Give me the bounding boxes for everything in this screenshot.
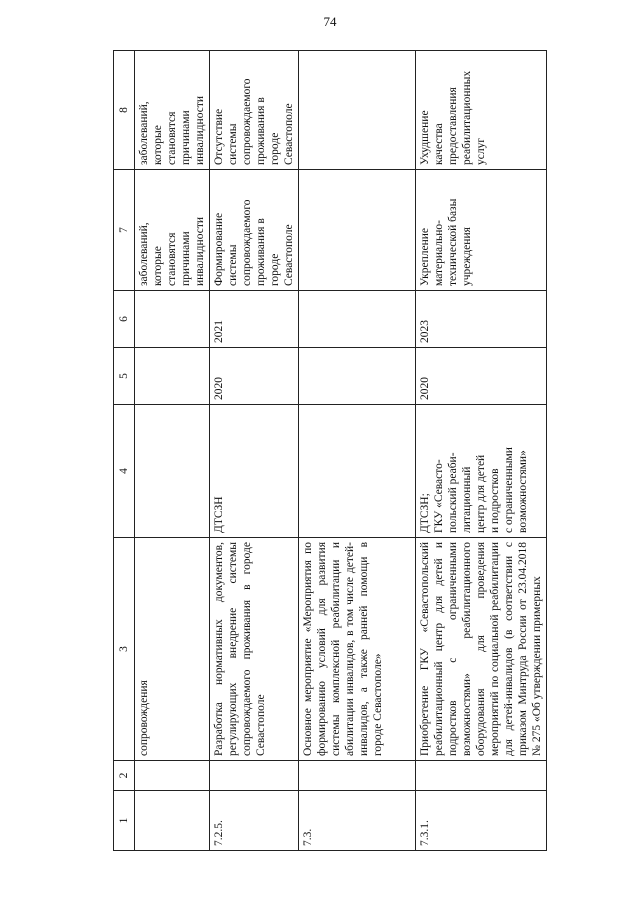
cell-measure: Основное мероприятие «Мероприятия по формированию условий для развития системы комплексной реабилитации и абилитации инвалидов, в том числе детей-инвалидов, а также ранней помощи в городе Севастополе» [299,538,416,761]
cell-expected-result: Формирование системы сопровождаемого проживания в городе Севастополе [210,170,299,291]
cell-consequences: заболеваний, которые становятся причинами инвалидности [135,51,210,170]
cell-number: 7.2.5. [210,791,299,851]
cell-col-2 [210,761,299,791]
program-measures-table [113,50,547,851]
table-row [210,51,299,851]
cell-col-2 [416,761,547,791]
cell-measure: Разработка нормативных документов, регулирующих внедрение системы сопровождаемого проживания в городе Севастополе [210,538,299,761]
header-col-5: 5 [114,348,135,405]
cell-executor [299,405,416,538]
header-col-2: 2 [114,761,135,791]
table-row [299,51,416,851]
cell-end-year: 2021 [210,291,299,348]
cell-number [135,791,210,851]
cell-executor: ДТСЗН; ГКУ «Севасто- польский реаби- литационный центр для детей и подростков с ограниченными возможностями» [416,405,547,538]
cell-expected-result: заболеваний, которые становятся причинами инвалидности [135,170,210,291]
cell-consequences: Отсутствие системы сопровождаемого проживания в городе Севастополе [210,51,299,170]
cell-number: 7.3.1. [416,791,547,851]
table-row [416,51,547,851]
cell-executor: ДТСЗН [210,405,299,538]
header-col-7: 7 [114,170,135,291]
cell-consequences [299,51,416,170]
page-number: 74 [323,14,337,29]
header-row [114,51,135,851]
cell-executor [135,405,210,538]
header-col-6: 6 [114,291,135,348]
cell-end-year [135,291,210,348]
header-col-1: 1 [114,791,135,851]
cell-start-year [299,348,416,405]
rotated-table-wrapper [113,51,543,851]
header-col-4: 4 [114,405,135,538]
cell-col-2 [135,761,210,791]
cell-end-year [299,291,416,348]
cell-number: 7.3. [299,791,416,851]
cell-start-year: 2020 [416,348,547,405]
cell-expected-result: Укрепление материально- технической базы учреждения [416,170,547,291]
cell-end-year: 2023 [416,291,547,348]
cell-start-year [135,348,210,405]
header-col-3: 3 [114,538,135,761]
cell-measure: сопровождения [135,538,210,761]
header-col-8: 8 [114,51,135,170]
cell-expected-result [299,170,416,291]
table-row [135,51,210,851]
cell-start-year: 2020 [210,348,299,405]
cell-consequences: Ухудшение качества предоставления реабилитационных услуг [416,51,547,170]
cell-col-2 [299,761,416,791]
cell-measure: Приобретение ГКУ «Севастопольский реабилитационный центр для детей и подростков с ограниченными возможностями» реабилитационного оборудования для проведения мероприятий по социальной реабилитации для детей-инвалидов (в соответствии с приказом Минтруда России от 23.04.2018 № 275 «Об утверждении примерных [416,538,547,761]
